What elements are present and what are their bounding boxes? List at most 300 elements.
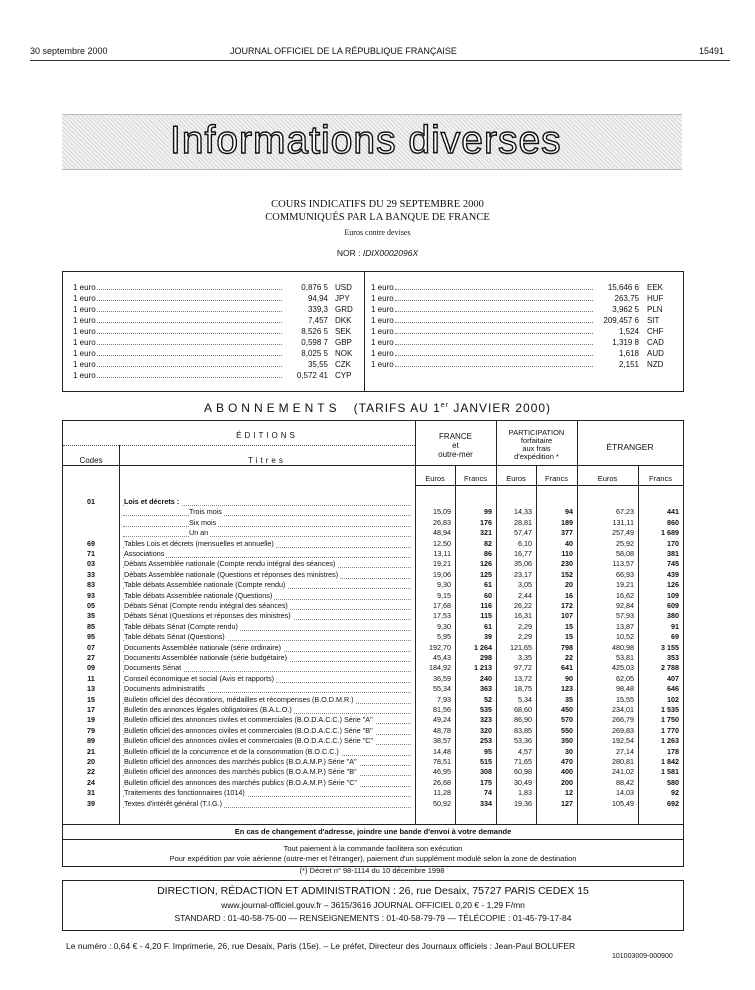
header-france: [415, 432, 496, 459]
row-code: 27: [87, 653, 95, 662]
cell-ee: 92,84: [616, 601, 634, 610]
row-title: Bulletin des annonces légales obligatoires (B.A.L.O.): [124, 705, 292, 714]
cell-ef: 2 788: [661, 663, 679, 673]
rate-currency: CAD: [647, 338, 664, 347]
row-title: Associations: [124, 549, 165, 558]
cell-pe: 68,60: [514, 705, 532, 714]
cell-fe: 49,24: [433, 715, 451, 725]
rate-row: [73, 348, 363, 359]
table-row: [63, 528, 683, 538]
cell-pe: 35,06: [514, 559, 532, 569]
row-title: Conseil économique et social (Avis et rapports): [124, 673, 275, 683]
subheader-francs: Francs: [649, 474, 672, 483]
table-row: [63, 518, 683, 528]
participation-line-2: forfaitaire: [520, 436, 553, 445]
participation-line-1: PARTICIPATION: [508, 428, 565, 437]
cell-pf: 172: [561, 601, 573, 610]
header-codes: Codes: [79, 456, 103, 465]
cell-fe: 9,30: [437, 621, 451, 631]
rate-value: 0,572 41: [296, 371, 328, 380]
table-row: [63, 747, 683, 757]
cell-ef: 92: [671, 788, 679, 798]
row-title: Six mois: [189, 517, 217, 527]
cell-ef: 91: [671, 621, 679, 631]
france-line-2: et: [452, 441, 459, 450]
rates-divider: [364, 272, 365, 391]
rate-leader: [395, 311, 593, 312]
cell-ff: 61: [484, 580, 492, 590]
rate-leader: [395, 344, 593, 345]
rate-row: [371, 315, 671, 326]
row-code: 13: [87, 684, 95, 694]
table-row: [63, 549, 683, 559]
abonnements-title: [0, 401, 755, 415]
cell-pe: 18,75: [514, 684, 532, 694]
rate-row: [371, 282, 671, 293]
cell-ff: 82: [484, 538, 492, 548]
table-row: [63, 507, 683, 517]
cell-fe: 55,34: [433, 684, 451, 694]
cell-ef: 692: [667, 798, 679, 808]
cell-pe: 30,49: [514, 777, 532, 787]
cell-ff: 61: [484, 621, 492, 631]
imprint-line: Le numéro : 0,64 € - 4,20 F. Imprimerie, 26, rue Desaix, Paris (15e). – Le préfet, Directeur des Journaux officiels : Jean-Paul BOLUFER: [66, 941, 576, 951]
cell-fe: 17,68: [433, 601, 451, 610]
change-address-note: En cas de changement d'adresse, joindre une bande d'envoi à votre demande: [234, 827, 512, 836]
cell-ef: 580: [667, 777, 679, 787]
row-code: 83: [87, 580, 95, 590]
rate-currency: JPY: [335, 294, 350, 303]
cell-ee: 234,01: [612, 705, 634, 714]
cell-fe: 15,09: [433, 507, 451, 517]
cell-pe: 2,29: [518, 632, 532, 642]
table-row: [63, 632, 683, 642]
cell-pe: 5,34: [518, 694, 532, 704]
row-leader: [123, 536, 411, 537]
row-title: Table débats Assemblée nationale (Questions): [124, 590, 273, 600]
cell-ff: 1 264: [474, 642, 492, 652]
cell-pf: 200: [561, 777, 573, 787]
cell-ef: 380: [667, 611, 679, 621]
cell-ff: 323: [480, 715, 492, 725]
cell-ee: 192,54: [612, 736, 634, 746]
header-etranger: ÉTRANGER: [606, 442, 654, 452]
cell-ee: 105,49: [612, 798, 634, 808]
payment-note: Tout paiement à la commande facilitera son exécution: [283, 844, 463, 853]
direction-box: [62, 880, 684, 931]
table-row: [63, 705, 683, 715]
cell-pe: 53,36: [514, 736, 532, 746]
cell-pf: 152: [561, 569, 573, 579]
rate-value: 0,598 7: [301, 338, 328, 347]
table-row: [63, 663, 683, 673]
cell-pe: 13,72: [514, 673, 532, 683]
row-title: Documents Assemblée nationale (série budgétaire): [124, 653, 288, 662]
cell-ff: 126: [480, 559, 492, 569]
cell-ef: 353: [667, 653, 679, 662]
rates-right-column: [371, 282, 671, 370]
cell-ee: 98,48: [616, 684, 634, 694]
row-title: Bulletin officiel des annonces des marchés publics (B.O.A.M.P.) Série "B": [124, 767, 357, 777]
rate-leader: [395, 333, 593, 334]
rate-row: [371, 293, 671, 304]
table-row: [63, 767, 683, 777]
direction-web: www.journal-officiel.gouv.fr – 3615/3616 JOURNAL OFFICIEL 0,20 € - 1,29 F/mn: [221, 900, 525, 910]
cell-fe: 14,48: [433, 746, 451, 756]
row-title: Bulletin officiel des décorations, médailles et récompenses (B.O.D.M.R.): [124, 694, 354, 704]
rate-leader: [395, 355, 593, 356]
cell-pe: 1,83: [518, 788, 532, 798]
cell-pf: 570: [561, 715, 573, 725]
table-row: [63, 684, 683, 694]
row-divider: [415, 485, 683, 486]
cell-fe: 17,53: [433, 611, 451, 621]
header-editions: ÉDITIONS: [236, 431, 298, 440]
rate-row: [371, 337, 671, 348]
rate-currency: SEK: [335, 327, 352, 336]
subheader-euros: Euros: [506, 474, 526, 483]
abonnements-title-date: JANVIER 2000): [449, 401, 552, 415]
row-title: Trois mois: [189, 507, 222, 517]
table-row: [63, 643, 683, 653]
rate-currency: CHF: [647, 327, 664, 336]
cell-pe: 60,98: [514, 767, 532, 777]
rate-leader: [395, 289, 593, 290]
cell-pe: 16,77: [514, 549, 532, 558]
cell-pe: 3,35: [518, 653, 532, 662]
header-page-number: 15491: [698, 46, 724, 56]
row-code: 21: [87, 746, 95, 756]
cell-ff: 95: [484, 746, 492, 756]
cell-fe: 9,30: [437, 580, 451, 590]
cell-pf: 15: [565, 632, 573, 642]
table-row: [63, 580, 683, 590]
cell-ee: 425,03: [612, 663, 634, 673]
cell-ef: 170: [667, 538, 679, 548]
cell-pf: 189: [561, 517, 573, 527]
participation-line-4: d'expédition *: [514, 452, 559, 461]
rate-row: [73, 326, 363, 337]
row-code: 95: [87, 632, 95, 642]
header-journal: JOURNAL OFFICIEL DE LA RÉPUBLIQUE FRANÇAISE: [230, 46, 457, 56]
rate-currency: GBP: [335, 338, 352, 347]
row-title: Documents Assemblée nationale (série ordinaire): [124, 642, 282, 652]
row-title: Bulletin officiel des annonces civiles et commerciales (B.O.D.A.C.C.) Série "B": [124, 725, 373, 735]
cell-ee: 15,55: [616, 694, 634, 704]
rate-row: [73, 293, 363, 304]
exchange-rates-box: [62, 271, 684, 392]
participation-line-3: aux frais: [522, 444, 551, 453]
cell-ee: 131,11: [612, 517, 634, 527]
table-row: [63, 591, 683, 601]
cell-ef: 439: [667, 569, 679, 579]
row-code: 17: [87, 705, 95, 714]
rate-value: 209,457 6: [603, 316, 639, 325]
row-title: Textes d'intérêt général (T.I.G.): [124, 798, 223, 808]
cell-fe: 48,78: [433, 725, 451, 735]
cell-ff: 39: [484, 632, 492, 642]
row-title: Bulletin officiel des annonces des marchés publics (B.O.A.M.P.) Série "C": [124, 777, 357, 787]
cell-ef: 745: [667, 559, 679, 569]
abonnements-title-main: ABONNEMENTS: [203, 401, 341, 415]
rate-currency: DKK: [335, 316, 352, 325]
rate-currency: NOK: [335, 349, 353, 358]
rate-leader: [97, 377, 282, 378]
table-row: [63, 788, 683, 798]
rates-left-column: [73, 282, 363, 381]
row-divider: [63, 465, 683, 466]
cell-ee: 57,93: [616, 611, 634, 621]
cell-pf: 12: [565, 788, 573, 798]
rate-currency: CZK: [335, 360, 351, 369]
cell-ff: 240: [480, 673, 492, 683]
table-row: [63, 539, 683, 549]
cell-ef: 860: [667, 517, 679, 527]
cell-pf: 470: [561, 757, 573, 766]
france-line-3: outre-mer: [438, 450, 473, 459]
rate-leader: [97, 322, 282, 323]
header-titres: Titres: [248, 456, 286, 465]
rate-label: 1 euro: [73, 371, 96, 380]
rate-currency: SIT: [647, 316, 660, 325]
rate-row: [73, 315, 363, 326]
rate-row: [371, 348, 671, 359]
cell-ee: 113,57: [612, 559, 634, 569]
cell-ee: 19,21: [616, 580, 634, 590]
rate-leader: [97, 300, 282, 301]
rate-currency: PLN: [647, 305, 663, 314]
nor-label: NOR :: [336, 248, 361, 258]
cell-pe: 3,05: [518, 580, 532, 590]
rate-leader: [395, 366, 593, 367]
row-title: Documents administratifs: [124, 684, 205, 694]
rate-value: 0,876 5: [301, 283, 328, 292]
row-code: 20: [87, 757, 95, 766]
rate-row: [371, 304, 671, 315]
rate-row: [371, 326, 671, 337]
row-title: Bulletin officiel des annonces civiles et commerciales (B.O.D.A.C.C.) Série "A": [124, 715, 373, 725]
cell-ff: 116: [480, 601, 492, 610]
cell-ff: 74: [484, 788, 492, 798]
rate-label: 1 euro: [73, 283, 96, 292]
cell-pf: 107: [561, 611, 573, 621]
cell-pf: 16: [565, 590, 573, 600]
cell-pe: 14,33: [514, 507, 532, 517]
cell-ef: 1 842: [661, 757, 679, 766]
row-title: Table débats Assemblée nationale (Compte rendu): [124, 580, 286, 590]
row-code: 71: [87, 549, 95, 558]
rate-label: 1 euro: [73, 349, 96, 358]
rate-currency: USD: [335, 283, 352, 292]
row-code: 35: [87, 611, 95, 621]
cell-fe: 38,57: [433, 736, 451, 746]
row-divider: [63, 445, 415, 446]
cell-ee: 66,93: [616, 569, 634, 579]
rate-currency: NZD: [647, 360, 664, 369]
cell-ef: 109: [667, 590, 679, 600]
cell-ff: 175: [480, 777, 492, 787]
cell-ef: 69: [671, 632, 679, 642]
rate-label: 1 euro: [73, 360, 96, 369]
cell-pf: 94: [565, 507, 573, 517]
rate-row: [73, 337, 363, 348]
row-title: Bulletin officiel des annonces des marchés publics (B.O.A.M.P.) Série "A": [124, 757, 357, 766]
header-participation: [496, 429, 577, 461]
cell-fe: 48,94: [433, 528, 451, 538]
section-title: Informations diverses: [170, 119, 562, 162]
cell-ef: 1 750: [661, 715, 679, 725]
nor-value: IDIX0002096X: [362, 248, 419, 258]
direction-phones: STANDARD : 01-40-58-75-00 — RENSEIGNEMENTS : 01-40-58-79-79 — TÉLÉCOPIE : 01-45-79-17-84: [174, 913, 572, 923]
rate-currency: CYP: [335, 371, 352, 380]
row-code: 33: [87, 569, 95, 579]
table-row: [63, 601, 683, 611]
rate-currency: EEK: [647, 283, 664, 292]
row-code: 11: [87, 673, 95, 683]
rate-row: [73, 370, 363, 381]
cell-ee: 27,14: [616, 746, 634, 756]
rate-leader: [97, 344, 282, 345]
cell-fe: 26,68: [433, 777, 451, 787]
cell-ef: 3 155: [661, 642, 679, 652]
cell-ef: 407: [667, 673, 679, 683]
row-code: 15: [87, 694, 95, 704]
table-row: [63, 757, 683, 767]
table-row: [63, 622, 683, 632]
cell-ef: 1 263: [661, 736, 679, 746]
cell-pf: 127: [561, 798, 573, 808]
rate-leader: [97, 311, 282, 312]
rate-label: 1 euro: [371, 327, 394, 336]
cell-pf: 450: [561, 705, 573, 714]
table-row: [63, 570, 683, 580]
cell-pe: 71,65: [514, 757, 532, 766]
rate-label: 1 euro: [73, 338, 96, 347]
row-title: Tables Lois et décrets (mensuelles et annuelle): [124, 538, 274, 548]
rate-value: 7,457: [307, 316, 328, 325]
table-row: [63, 778, 683, 788]
cell-pf: 400: [561, 767, 573, 777]
cell-ee: 13,87: [616, 621, 634, 631]
table-row: [63, 799, 683, 809]
subheader-francs: Francs: [464, 474, 487, 483]
cell-ff: 320: [480, 725, 492, 735]
cell-ff: 253: [480, 736, 492, 746]
cell-fe: 45,43: [433, 653, 451, 662]
subheader-euros: Euros: [597, 474, 618, 483]
table-row: [63, 736, 683, 746]
cell-pf: 110: [561, 549, 573, 558]
rate-currency: HUF: [647, 294, 664, 303]
cell-pf: 377: [561, 528, 573, 538]
cell-fe: 81,56: [433, 705, 451, 714]
document-code: 101003009-000900: [612, 953, 673, 960]
row-title: Table débats Sénat (Questions): [124, 632, 225, 642]
rate-label: 1 euro: [371, 360, 394, 369]
cell-ee: 53,81: [616, 653, 634, 662]
cell-ee: 16,62: [616, 590, 634, 600]
cours-line-2: COMMUNIQUÉS PAR LA BANQUE DE FRANCE: [265, 212, 490, 223]
row-code: 05: [87, 601, 95, 610]
cours-line-3: Euros contre devises: [344, 228, 411, 237]
cell-ff: 334: [480, 798, 492, 808]
table-row: [63, 653, 683, 663]
rate-label: 1 euro: [73, 316, 96, 325]
cell-pe: 16,31: [514, 611, 532, 621]
cell-ee: 14,03: [616, 788, 634, 798]
page-header: [30, 46, 730, 61]
row-code: 19: [87, 715, 95, 725]
rate-label: 1 euro: [73, 294, 96, 303]
cell-fe: 78,51: [433, 757, 451, 766]
cell-pe: 2,44: [518, 590, 532, 600]
cell-fe: 192,70: [429, 642, 451, 652]
cell-ff: 86: [484, 549, 492, 558]
cell-ee: 480,98: [612, 642, 634, 652]
cell-ee: 58,08: [616, 549, 634, 558]
rate-row: [371, 359, 671, 370]
cell-pe: 57,47: [514, 528, 532, 538]
table-row: [63, 559, 683, 569]
table-row: [63, 715, 683, 725]
cell-pf: 798: [561, 642, 573, 652]
rate-row: [73, 282, 363, 293]
cell-ee: 241,02: [612, 767, 634, 777]
rate-value: 8,025 5: [301, 349, 328, 358]
cell-fe: 13,11: [433, 549, 451, 558]
cell-ef: 646: [667, 684, 679, 694]
row-title: Un an: [189, 528, 209, 538]
cell-fe: 7,93: [437, 694, 451, 704]
cell-ef: 178: [667, 746, 679, 756]
air-shipping-note: Pour expédition par voie aérienne (outre-mer et l'étranger), paiement d'un supplément modulé selon la zone de destination: [169, 854, 577, 863]
rate-value: 3,962 5: [612, 305, 639, 314]
row-code: 09: [87, 663, 95, 673]
row-title: Bulletin officiel de la concurrence et de la consommation (B.O.C.C.): [124, 746, 339, 756]
cell-fe: 50,92: [433, 798, 451, 808]
rate-leader: [395, 300, 593, 301]
rate-leader: [97, 355, 282, 356]
cell-pf: 30: [565, 746, 573, 756]
rate-label: 1 euro: [371, 349, 394, 358]
cell-ff: 176: [480, 517, 492, 527]
subheader-euros: Euros: [425, 474, 445, 483]
rate-label: 1 euro: [371, 338, 394, 347]
cell-ef: 126: [667, 580, 679, 590]
rate-value: 1,618: [618, 349, 639, 358]
abonnements-title-part: (TARIFS AU 1: [353, 401, 441, 415]
row-divider: [63, 839, 683, 840]
cell-pf: 35: [565, 694, 573, 704]
cell-ee: 269,83: [612, 725, 634, 735]
cell-ef: 381: [667, 549, 679, 558]
cell-pf: 123: [561, 684, 573, 694]
cell-fe: 9,15: [437, 590, 451, 600]
cell-ee: 25,92: [616, 538, 634, 548]
row-title: Traitements des fonctionnaires (1014): [124, 788, 245, 798]
cell-pe: 121,65: [510, 642, 532, 652]
cell-pe: 86,90: [514, 715, 532, 725]
header-date: 30 septembre 2000: [30, 46, 108, 56]
rate-label: 1 euro: [371, 305, 394, 314]
cell-pe: 26,22: [514, 601, 532, 610]
cell-ef: 1 535: [661, 705, 679, 714]
cell-pe: 23,17: [514, 569, 532, 579]
cell-fe: 184,92: [429, 663, 451, 673]
table-row: [63, 497, 683, 507]
rate-value: 339,3: [307, 305, 328, 314]
row-code: 85: [87, 621, 95, 631]
